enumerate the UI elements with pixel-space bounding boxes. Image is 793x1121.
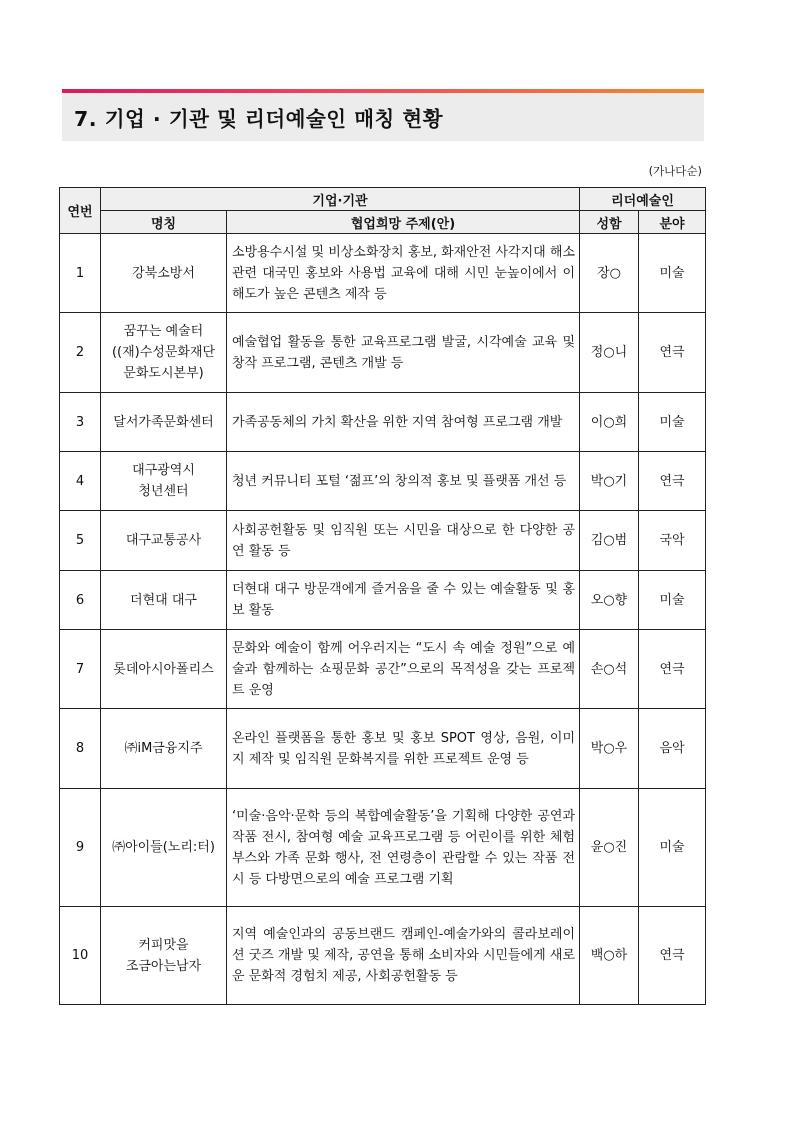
artist-field: 연극 [639,313,706,393]
header-no: 연번 [60,188,101,234]
table-row [60,571,706,630]
table-row [60,511,706,571]
org-name-cell [101,234,227,313]
row-number: 6 [60,571,101,630]
artist-name: 박○우 [580,709,639,789]
org-name-cell [101,313,227,393]
collab-topic: 사회공헌활동 및 임직원 또는 시민을 대상으로 한 다양한 공연 활동 등 [227,511,580,571]
row-number: 10 [60,907,101,1005]
org-name-cell [101,393,227,452]
collab-topic: 소방용수시설 및 비상소화장치 홍보, 화재안전 사각지대 해소 관련 대국민 홍보와 사용법 교육에 대해 시민 눈높이에서 이해도가 높은 콘텐츠 제작 등 [227,234,580,313]
collab-topic: 예술협업 활동을 통한 교육프로그램 발굴, 시각예술 교육 및 창작 프로그램, 콘텐츠 개발 등 [227,313,580,393]
row-number: 7 [60,630,101,709]
header-artist-name: 성함 [580,211,639,234]
artist-name: 손○석 [580,630,639,709]
table-row [60,452,706,511]
org-name-line: 청년센터 [138,484,189,499]
artist-field: 연극 [639,907,706,1005]
header-field: 분야 [639,211,706,234]
row-number: 3 [60,393,101,452]
row-number: 4 [60,452,101,511]
artist-field: 음악 [639,709,706,789]
org-name-line: 조금아는남자 [125,958,202,974]
header-topic: 협업희망 주제(안) [227,211,580,234]
org-name-cell [101,630,227,709]
artist-name: 박○기 [580,452,639,511]
section-title: 7. 기업 · 기관 및 리더예술인 매칭 현황 [74,107,444,131]
row-number: 5 [60,511,101,571]
artist-field: 연극 [639,630,706,709]
row-number: 2 [60,313,101,393]
org-name-cell [101,511,227,571]
collab-topic: 지역 예술인과의 공동브랜드 캠페인-예술가와의 콜라보레이션 굿즈 개발 및 제작, 공연을 통해 소비자와 시민들에게 새로운 문화적 경험치 제공, 사회공헌활동 등 [227,907,580,1005]
header-org-name: 명칭 [101,211,227,234]
row-number: 1 [60,234,101,313]
artist-name: 장○ [580,234,639,313]
section-title-box [62,93,704,141]
row-number: 8 [60,709,101,789]
table-row [60,393,706,452]
header-org-group: 기업·기관 [101,188,580,211]
collab-topic: 청년 커뮤니티 포털 ‘젊프’의 창의적 홍보 및 플랫폼 개선 등 [227,452,580,511]
collab-topic: 문화와 예술이 함께 어우러지는 “도시 속 예술 정원”으로 예술과 함께하는 쇼핑문화 공간”으로의 목적성을 갖는 프로젝트 운영 [227,630,580,709]
org-name-line: 강북소방서 [132,265,195,281]
org-name-line: ((재)수성문화재단 [111,345,216,360]
org-name-line: 문화도시본부) [123,366,204,381]
org-name-line: ㈜iM금융지주 [124,741,203,756]
artist-name: 윤○진 [580,789,639,907]
artist-field: 국악 [639,511,706,571]
collab-topic: ‘미술·음악·문학 등의 복합예술활동’을 기획해 다양한 공연과 작품 전시, 참여형 예술 교육프로그램 등 어린이를 위한 체험부스와 가족 문화 행사, 전 연령층이 관람할 수 있는 작품 전시 등 다방면으로의 예술 프로그램 기획 [227,789,580,907]
org-name-cell [101,789,227,907]
artist-name: 백○하 [580,907,639,1005]
org-name-line: 롯데아시아폴리스 [113,661,214,677]
table-row [60,313,706,393]
artist-name: 오○향 [580,571,639,630]
org-name-cell [101,907,227,1005]
table-row [60,709,706,789]
matching-table [59,187,706,1005]
artist-name: 이○희 [580,393,639,452]
artist-name: 김○범 [580,511,639,571]
table-row [60,630,706,709]
org-name-line: 달서가족문화센터 [113,414,214,430]
artist-field: 연극 [639,452,706,511]
org-name-line: ㈜아이들(노리:터) [112,840,215,855]
org-name-cell [101,452,227,511]
artist-field: 미술 [639,234,706,313]
artist-field: 미술 [639,393,706,452]
collab-topic: 더현대 대구 방문객에게 즐거움을 줄 수 있는 예술활동 및 홍보 활동 [227,571,580,630]
artist-field: 미술 [639,571,706,630]
org-name-cell [101,709,227,789]
collab-topic: 온라인 플랫폼을 통한 홍보 및 홍보 SPOT 영상, 음원, 이미지 제작 및 임직원 문화복지를 위한 프로젝트 운영 등 [227,709,580,789]
org-name-line: 커피맛을 [138,937,189,953]
org-name-line: 대구교통공사 [125,533,202,548]
org-name-cell [101,571,227,630]
sort-note: (가나다순) [648,164,702,178]
org-name-line: 더현대 대구 [130,592,197,608]
table-body [60,234,706,1005]
table-row [60,907,706,1005]
row-number: 9 [60,789,101,907]
table-row [60,789,706,907]
artist-name: 정○니 [580,313,639,393]
org-name-line: 꿈꾸는 예술터 [123,324,204,339]
org-name-line: 대구광역시 [132,463,195,478]
artist-field: 미술 [639,789,706,907]
table-row [60,234,706,313]
collab-topic: 가족공동체의 가치 확산을 위한 지역 참여형 프로그램 개발 [227,393,580,452]
header-artist-group: 리더예술인 [580,188,706,211]
